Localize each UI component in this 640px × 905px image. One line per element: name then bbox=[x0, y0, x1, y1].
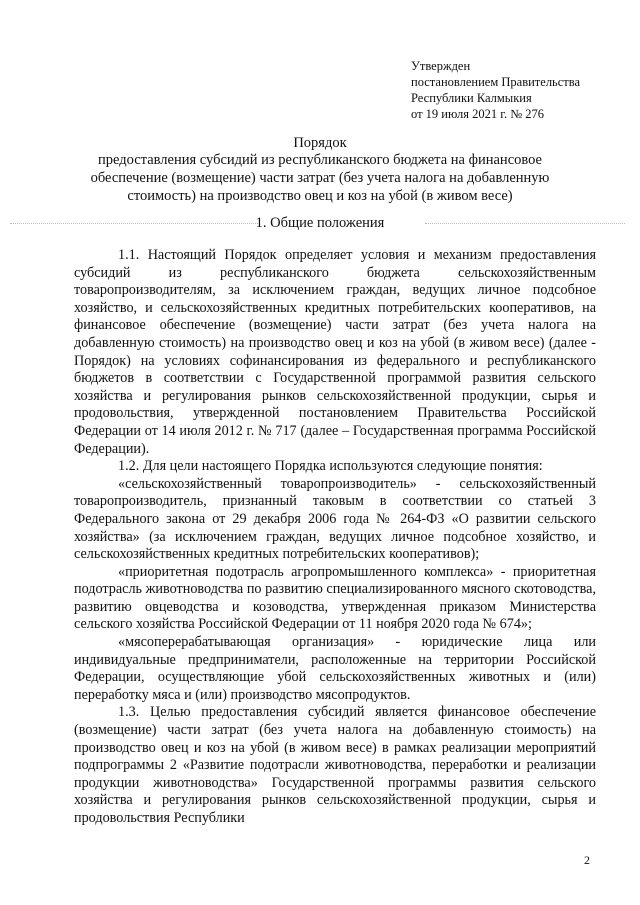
document-subtitle: предоставления субсидий из республиканского бюджета на финансовое обеспечение (возмещение) части затрат (без учета налога на добавленную стоимость) на производство овец и коз на убой (в живом весе) bbox=[90, 152, 550, 204]
paragraph: 1.3. Целью предоставления субсидий является финансовое обеспечение (возмещение) части затрат (без учета налога на добавленную стоимость) на производство овец и коз на убой (в живом весе) в рамках реализации мероприятий подпрограммы 2 «Развитие подотрасли животноводства, переработки и реализации продукции животноводства» Государственной программы развития сельского хозяйства и регулирования рынков сельскохозяйственной продукции, сырья и продовольствия Республики bbox=[74, 704, 596, 826]
approval-line: Республики Калмыкия bbox=[411, 91, 532, 105]
approval-line: от 19 июля 2021 г. № 276 bbox=[411, 107, 545, 121]
paragraph: «мясоперерабатывающая организация» - юридические лица или индивидуальные предприниматели, расположенные на территории Российской Федерации, осуществляющие убой сельскохозяйственных животных и (или) переработку мяса и (или) производство мясопродуктов. bbox=[74, 634, 596, 703]
paragraph: 1.1. Настоящий Порядок определяет условия и механизм предоставления субсидий из республиканского бюджета сельскохозяйственным товаропроизводителям, за исключением граждан, ведущих личное подсобное хозяйство, и сельскохозяйственных кредитных потребительских кооперативов, на финансовое обеспечение (возмещение) части затрат (без учета налога на добавленную стоимость) на производство овец и коз на убой (в живом весе) (далее - Порядок) на условиях софинансирования из федерального и республиканского бюджетов в соответствии с Государственной программой развития сельского хозяйства и регулирования рынков сельскохозяйственной продукции, сырья и продовольствия, утвержденной постановлением Правительства Российской Федерации от 14 июля 2012 г. № 717 (далее – Государственная программа Российской Федерации). bbox=[74, 247, 596, 457]
approval-line: постановлением Правительства bbox=[411, 75, 581, 89]
approval-line: Утвержден bbox=[411, 59, 471, 73]
document-title: Порядок bbox=[293, 135, 347, 151]
page-number: 2 bbox=[584, 853, 590, 867]
document-body bbox=[74, 247, 596, 828]
approval-stamp bbox=[411, 58, 626, 122]
paragraph: 1.2. Для цели настоящего Порядка используются следующие понятия: bbox=[118, 458, 543, 475]
section-heading: 1. Общие положения bbox=[255, 215, 385, 231]
paragraph: «сельскохозяйственный товаропроизводитель» - сельскохозяйственный товаропроизводитель, признанный таковым в соответствии со статьей 3 Федерального закона от 29 декабря 2006 года № 264-ФЗ «О развитии сельского хозяйства» (за исключением граждан, ведущих личное подсобное хозяйство, и сельскохозяйственных кредитных потребительских кооперативов); bbox=[74, 475, 596, 563]
paragraph: «приоритетная подотрасль агропромышленного комплекса» - приоритетная подотрасль животноводства по развитию специализированного мясного скотоводства, развитию овцеводства и козоводства, утвержденная приказом Министерства сельского хозяйства Российской Федерации от 11 ноября 2020 года № 674»; bbox=[74, 563, 596, 633]
